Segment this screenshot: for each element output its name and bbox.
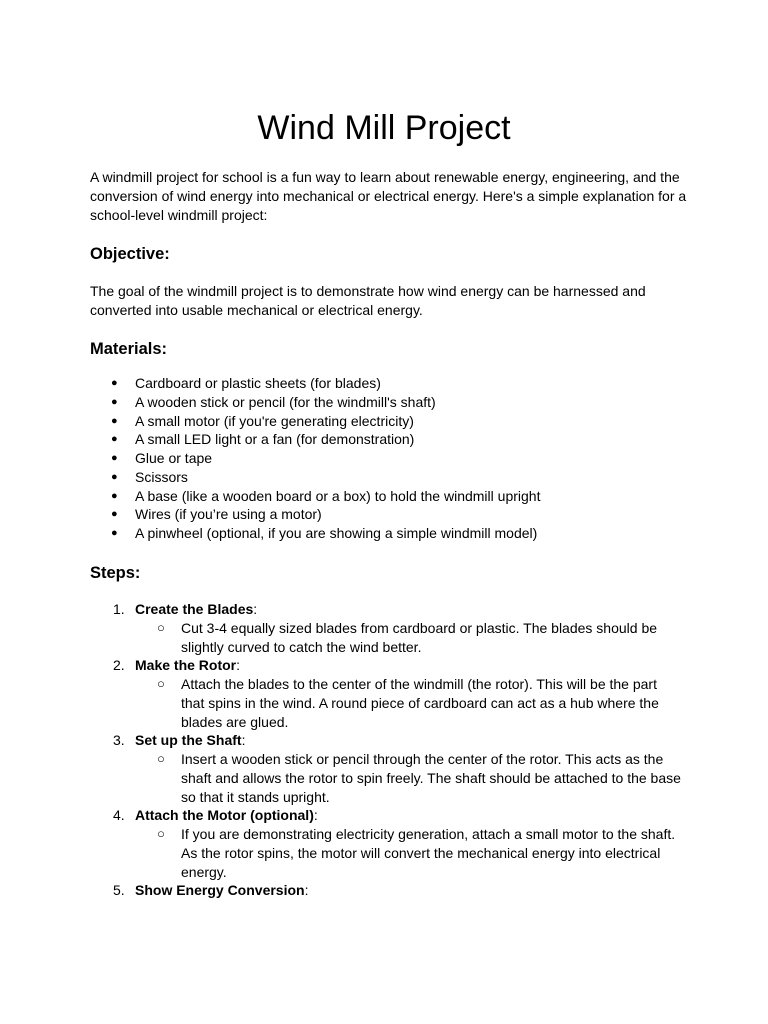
step-detail	[90, 675, 681, 731]
step-item	[90, 656, 690, 731]
hollow-bullet-icon: ○	[157, 826, 165, 841]
hollow-bullet-icon: ○	[157, 751, 165, 766]
step-detail-text: Cut 3-4 equally sized blades from cardboard or plastic. The blades should be slightly curved to catch the wind better.	[181, 619, 658, 655]
step-number: 5.	[113, 882, 125, 899]
step-suffix: :	[304, 882, 309, 899]
materials-list	[90, 374, 540, 543]
step-detail	[90, 825, 681, 881]
step-number: 2.	[113, 657, 125, 674]
step-detail-text: Attach the blades to the center of the windmill (the rotor). This will be the part that spins in the wind. A round piece of cardboard can act as a hub where the blades are glued.	[181, 676, 659, 730]
step-suffix: :	[313, 807, 318, 824]
step-item	[90, 881, 690, 900]
step-number: 3.	[113, 732, 125, 749]
step-title: Set up the Shaft	[135, 732, 242, 749]
hollow-bullet-icon: ○	[157, 676, 165, 691]
list-item: ● Glue or tape	[90, 449, 540, 468]
list-item: ● Scissors	[90, 468, 540, 487]
step-header	[90, 600, 690, 619]
document-title: Wind Mill Project	[257, 109, 511, 147]
step-detail-text: Insert a wooden stick or pencil through the center of the rotor. This acts as the shaft and allows the rotor to spin freely. The shaft should be attached to the base so that it stands upright.	[181, 751, 681, 805]
step-header	[90, 656, 690, 675]
list-item: ● A base (like a wooden board or a box) to hold the windmill upright	[90, 487, 540, 506]
hollow-bullet-icon: ○	[157, 619, 165, 635]
steps-list	[90, 600, 690, 900]
step-header	[90, 731, 690, 750]
step-item	[90, 806, 690, 881]
list-item: ● Cardboard or plastic sheets (for blades)	[90, 374, 540, 393]
intro-paragraph: A windmill project for school is a fun way to learn about renewable energy, engineering, and the conversion of wind energy into mechanical or electrical energy. Here's a simple explanation for a school-level windmill project:	[90, 169, 687, 223]
step-detail	[90, 750, 681, 806]
step-suffix: :	[236, 657, 241, 674]
list-item: ● Wires (if you’re using a motor)	[90, 505, 540, 524]
step-number: 1.	[113, 601, 125, 617]
step-header	[90, 881, 690, 900]
objective-heading: Objective:	[90, 245, 170, 263]
step-number: 4.	[113, 807, 125, 824]
step-title: Show Energy Conversion	[135, 882, 305, 899]
step-suffix: :	[253, 601, 258, 617]
list-item: ● A wooden stick or pencil (for the windmill's shaft)	[90, 393, 540, 412]
step-title: Create the Blades	[135, 601, 254, 617]
step-item	[90, 731, 690, 806]
step-detail	[90, 619, 681, 657]
step-item	[90, 600, 690, 656]
step-title: Attach the Motor (optional)	[135, 807, 314, 824]
step-suffix: :	[241, 732, 246, 749]
step-title: Make the Rotor	[135, 657, 237, 674]
steps-heading: Steps:	[90, 564, 141, 582]
list-item: ● A small motor (if you're generating electricity)	[90, 412, 540, 431]
list-item: ● A small LED light or a fan (for demonstration)	[90, 430, 540, 449]
step-header	[90, 806, 690, 825]
materials-heading: Materials:	[90, 340, 168, 358]
list-item: ● A pinwheel (optional, if you are showing a simple windmill model)	[90, 524, 540, 543]
step-detail-text: If you are demonstrating electricity generation, attach a small motor to the shaft. As the rotor spins, the motor will convert the mechanical energy into electrical energy.	[181, 826, 676, 880]
objective-paragraph: The goal of the windmill project is to demonstrate how wind energy can be harnessed and converted into usable mechanical or electrical energy.	[90, 283, 646, 318]
